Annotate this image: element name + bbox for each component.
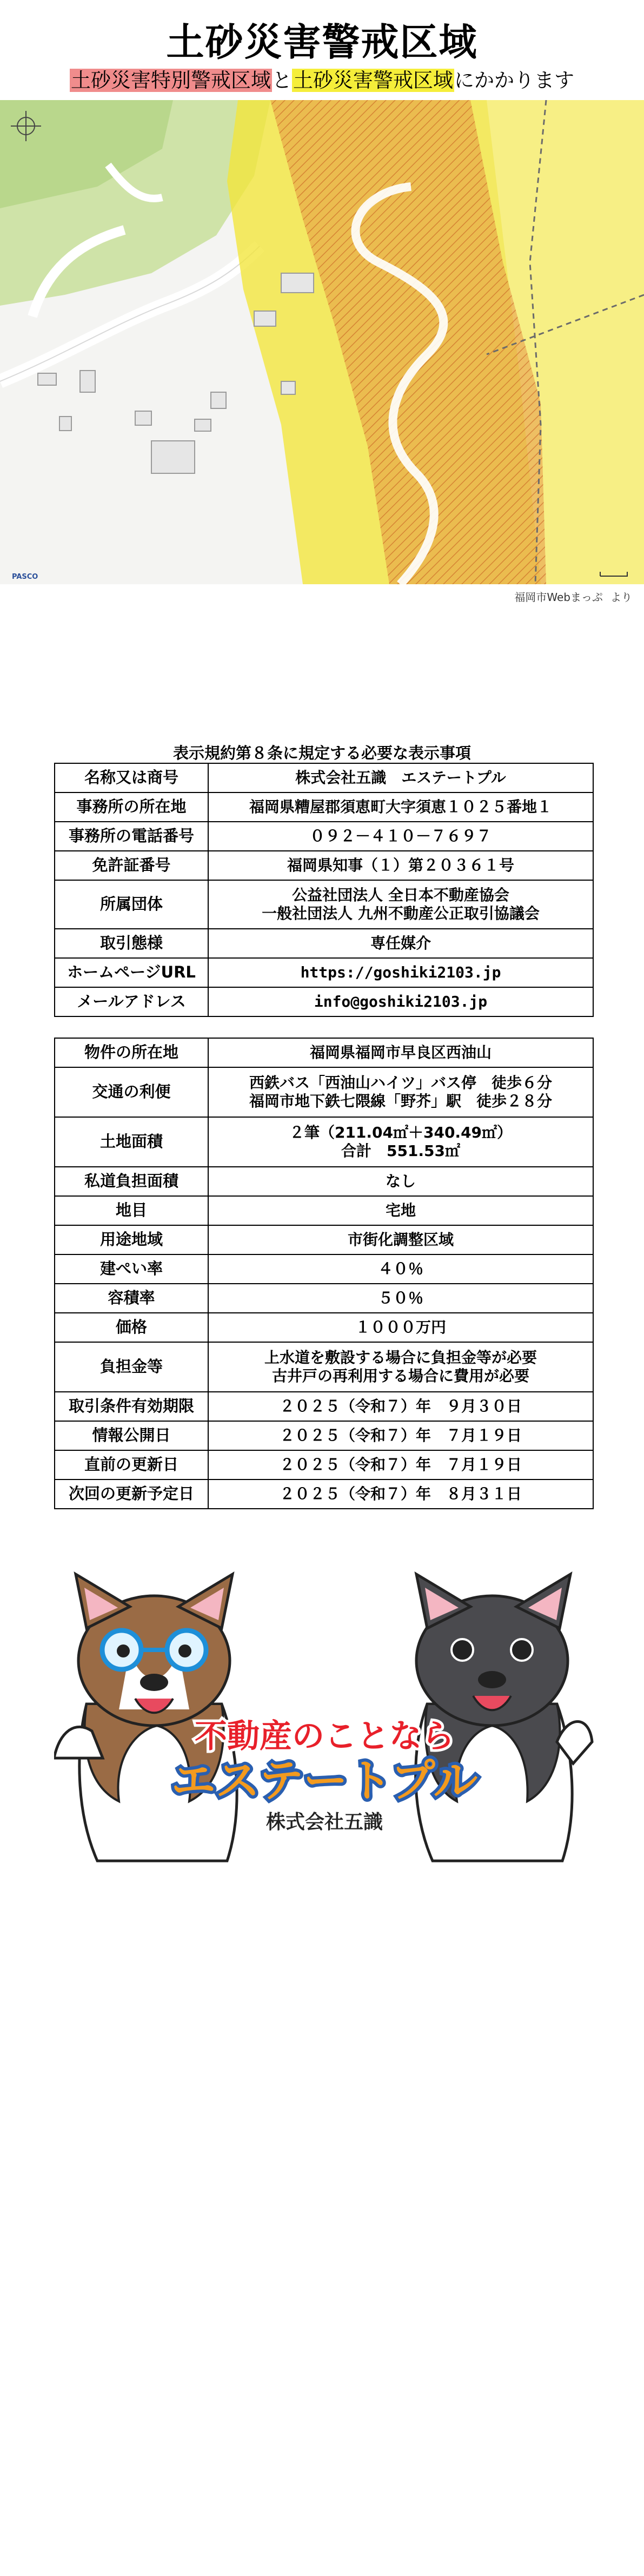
row-label: 取引態様: [55, 929, 208, 958]
row-value: 専任媒介: [208, 929, 593, 958]
table-row: [55, 1421, 593, 1450]
banner-brand: エステートプル: [171, 1755, 478, 1807]
map-credit-suffix: より: [610, 591, 632, 604]
warning-zone-label: 土砂災害警戒区域: [293, 69, 453, 92]
row-label: 所属団体: [55, 880, 208, 929]
homepage-link[interactable]: https://goshiki2103.jp: [300, 963, 501, 981]
table-row: [55, 1450, 593, 1479]
row-label: 交通の利便: [55, 1067, 208, 1117]
table-row: [55, 822, 593, 851]
row-value: ２０２５（令和７）年 ８月３１日: [208, 1479, 593, 1509]
page-subtitle: [0, 64, 644, 93]
row-value: 宅地: [208, 1196, 593, 1225]
row-value: 福岡県知事（１）第２０３６１号: [208, 851, 593, 880]
row-value[interactable]: [208, 987, 593, 1016]
row-value: 上水道を敷設する場合に負担金等が必要 古井戸の再利用する場合に費用が必要: [208, 1342, 593, 1392]
row-value: 西鉄バス「西油山ハイツ」バス停 徒歩６分 福岡市地下鉄七隈線「野芥」駅 徒歩２８分: [208, 1067, 593, 1117]
table-row: [55, 1117, 593, 1167]
table-row: [55, 880, 593, 929]
row-label: メールアドレス: [55, 987, 208, 1016]
email-link[interactable]: info@goshiki2103.jp: [314, 992, 488, 1010]
table-row: [55, 1313, 593, 1342]
page-title: 土砂災害警戒区域: [166, 19, 478, 64]
table-row: [55, 1342, 593, 1392]
row-label: 私道負担面積: [55, 1167, 208, 1196]
row-label: 建ぺい率: [55, 1254, 208, 1284]
table-row: [55, 1038, 593, 1067]
row-value: １０００万円: [208, 1313, 593, 1342]
row-value: なし: [208, 1167, 593, 1196]
row-value: ４０％: [208, 1254, 593, 1284]
table-row: [55, 958, 593, 987]
map-credit-source: 福岡市Webまっぷ: [514, 591, 603, 604]
row-label: 用途地域: [55, 1225, 208, 1254]
table-row: [55, 1284, 593, 1313]
mascot-banner-graphic: [54, 1569, 595, 1877]
table-row: [55, 1479, 593, 1509]
row-label: 物件の所在地: [55, 1038, 208, 1067]
table-row: [55, 1067, 593, 1117]
map-logo: PASCO: [12, 573, 38, 581]
table-row: [55, 763, 593, 792]
row-value: ２筆（211.04㎡＋340.49㎡） 合計 551.53㎡: [208, 1117, 593, 1167]
row-label: 名称又は商号: [55, 763, 208, 792]
row-label: ホームページURL: [55, 958, 208, 987]
subtitle-tail: にかかります: [454, 69, 574, 92]
row-value[interactable]: [208, 958, 593, 987]
row-label: 直前の更新日: [55, 1450, 208, 1479]
hazard-map-graphic: [0, 100, 644, 584]
table-row: [55, 851, 593, 880]
row-label: 容積率: [55, 1284, 208, 1313]
row-value: 株式会社五識 エステートプル: [208, 763, 593, 792]
row-label: 情報公開日: [55, 1421, 208, 1450]
row-value: ５０％: [208, 1284, 593, 1313]
row-label: 地目: [55, 1196, 208, 1225]
table-row: [55, 1392, 593, 1421]
row-label: 取引条件有効期限: [55, 1392, 208, 1421]
table-row: [55, 1167, 593, 1196]
table-row: [55, 1254, 593, 1284]
table-row: [55, 1196, 593, 1225]
row-label: 土地面積: [55, 1117, 208, 1167]
mascot-banner: [54, 1569, 595, 1877]
row-label: 価格: [55, 1313, 208, 1342]
company-info-table: [54, 763, 594, 1017]
row-value: 公益社団法人 全日本不動産協会 一般社団法人 九州不動産公正取引協議会: [208, 880, 593, 929]
row-value: ０９２－４１０－７６９７: [208, 822, 593, 851]
table-row: [55, 792, 593, 822]
row-label: 負担金等: [55, 1342, 208, 1392]
banner-company: 株式会社五識: [265, 1811, 383, 1833]
table-row: [55, 987, 593, 1016]
row-value: 福岡県福岡市早良区西油山: [208, 1038, 593, 1067]
row-label: 免許証番号: [55, 851, 208, 880]
row-value: ２０２５（令和７）年 ７月１９日: [208, 1421, 593, 1450]
row-label: 次回の更新予定日: [55, 1479, 208, 1509]
banner-slogan: 不動産のことなら: [195, 1718, 454, 1755]
row-label: 事務所の電話番号: [55, 822, 208, 851]
row-value: 市街化調整区域: [208, 1225, 593, 1254]
special-warning-zone-label: 土砂災害特別警戒区域: [71, 69, 271, 92]
map-credit: [507, 589, 632, 604]
table-row: [55, 929, 593, 958]
row-value: 福岡県糟屋郡須恵町大字須恵１０２５番地１: [208, 792, 593, 822]
subtitle-connector: と: [272, 69, 292, 92]
row-value: ２０２５（令和７）年 ７月１９日: [208, 1450, 593, 1479]
row-label: 事務所の所在地: [55, 792, 208, 822]
property-info-table: [54, 1038, 594, 1509]
table-row: [55, 1225, 593, 1254]
hazard-map: [0, 100, 644, 584]
row-value: ２０２５（令和７）年 ９月３０日: [208, 1392, 593, 1421]
disclosure-heading: 表示規約第８条に規定する必要な表示事項: [172, 744, 471, 762]
